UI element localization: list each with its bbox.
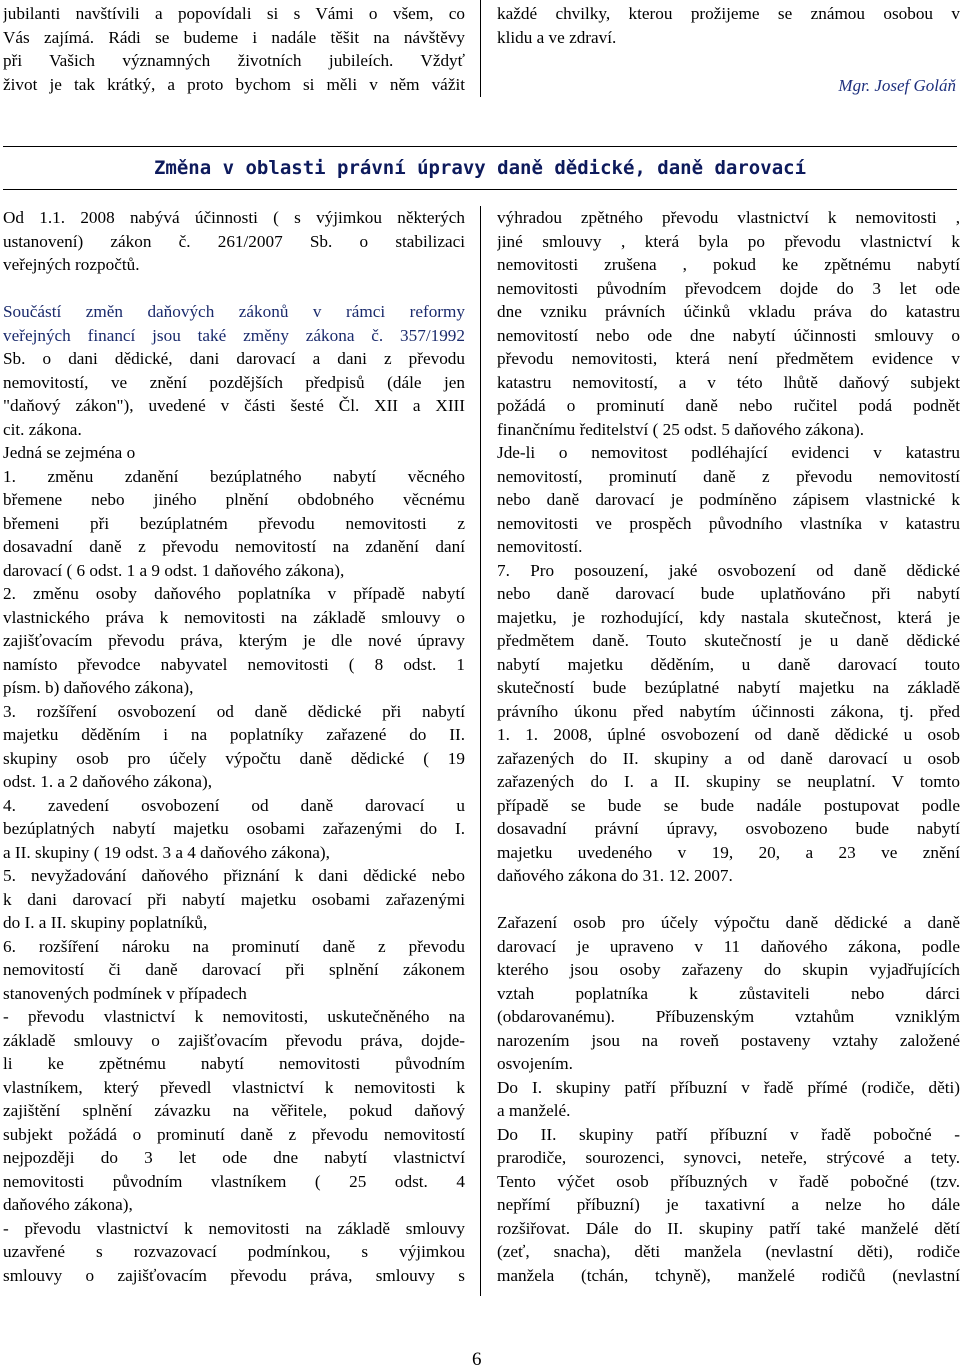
text-line: daňového zákona), <box>3 1195 133 1214</box>
text-line: nemovitostí, ve znění pozdějších předpisů (dále jen <box>3 372 465 392</box>
text-line: 6. rozšíření nároku na prominutí daně z převodu <box>3 936 465 956</box>
text-line: nemovitosti ve prospěch původního vlastníka v katastru <box>497 513 960 533</box>
text-line: nejpozději do 3 let ode dne nabytí vlastnictví <box>3 1148 465 1167</box>
text-line: dne vzniku právních účinků vkladu práva do katastru <box>497 302 960 321</box>
text-line: daňového zákona do 31. 12. 2007. <box>497 866 733 885</box>
text-line: 1. změnu zdanění bezúplatného nabytí věcného <box>3 466 465 486</box>
text-line: převodu nemovitosti, která není předmětem evidence v <box>497 349 960 368</box>
text-line: 4. zavedení osvobození od daně darovací u <box>3 795 465 815</box>
text-line: darovací ( 6 odst. 1 a 9 odst. 1 daňového zákona), <box>3 560 345 580</box>
text-line: zajištění splnění závazku na věřitele, pokud daňový <box>3 1101 465 1120</box>
text-line: bezúplatných nabytí majetku osobami zařazenými do I. <box>3 819 465 838</box>
text-line: 3. rozšíření osvobození od daně dědické při nabytí <box>3 701 465 721</box>
text-line: li ke zpětnému nabytí nemovitosti původním <box>3 1054 465 1073</box>
text-line: Zařazení osob pro účely výpočtu daně dědické a daně <box>497 913 960 932</box>
text-line: kterého jsou osoby zařazeny do skupin vyjadřujících <box>497 960 960 979</box>
text-line: veřejných financí jsou také změny zákona č. 357/1992 <box>3 325 465 345</box>
text-line: předmětem daně. Touto skutečností je u daně dědické <box>497 631 960 650</box>
text-line: klidu a ve zdraví. <box>497 27 617 47</box>
text-line: osvojením. <box>497 1054 573 1073</box>
text-line: manžela (tchán, tchyně), manželé rodičů (nevlastní <box>497 1265 960 1285</box>
text-line: smlouvy o zajišťovacím převodu práva, smlouvy s <box>3 1265 465 1285</box>
text-line: případě se bude se bude nadále postupovat podle <box>497 795 960 815</box>
text-line: výhradou zpětného převodu vlastnictví k nemovitosti , <box>497 208 960 227</box>
text-line: Součástí změn daňových zákonů v rámci reformy <box>3 302 465 321</box>
text-line: Tento výčet osob příbuzných v řadě pobočné (tzv. <box>497 1171 960 1191</box>
text-line: Do II. skupiny patří příbuzní v řadě pobočné - <box>497 1124 960 1144</box>
text-line: vlastnického práva k nemovitosti na základě smlouvy o <box>3 607 465 627</box>
text-line: nemovitostí, prominutí daně z převodu nemovitostí <box>497 466 960 486</box>
text-line: rozšiřovat. Dále do II. skupiny patří také manželé dětí <box>497 1218 960 1238</box>
text-line: vlastníkem, který převedl vlastnictví k nemovitosti k <box>3 1077 465 1097</box>
text-line: základě smlouvy o zajišťovacím převodu práva, dojde- <box>3 1030 465 1050</box>
text-line: nemovitosti zrušena , pokud ke zpětnému nabytí <box>497 255 960 274</box>
text-line: Sb. o dani dědické, dani darovací a dani z převodu <box>3 349 465 368</box>
text-line: skutečností bude bezúplatné nabytí majetku na základě <box>497 678 960 697</box>
text-line: písm. b) daňového zákona), <box>3 678 194 697</box>
text-line: jubilanti navštívili a popovídali si s Vámi o všem, co <box>3 4 465 23</box>
text-line: nemovitostí či daně darovací při splnění zákonem <box>3 960 465 979</box>
text-line: nemovitosti původním vlastníkem ( 25 odst. 4 <box>3 1171 465 1191</box>
text-line: majetku, je rozhodující, kdy nastala skutečnost, která je <box>497 607 960 627</box>
text-line: do I. a II. skupiny poplatníků, <box>3 913 208 932</box>
text-line: nemovitostí. <box>497 537 583 556</box>
paragraph-gap <box>497 888 960 912</box>
text-line: majetku děděním i na poplatníky zařazené do II. <box>3 725 465 744</box>
text-line: nemovitostí nebo ode dne nabytí účinnosti smlouvy o <box>497 325 960 345</box>
text-line: finančnímu ředitelství ( 25 odst. 5 daňového zákona). <box>497 419 865 439</box>
text-line: Jde-li o nemovitost podléhající evidenci v katastru <box>497 443 960 462</box>
text-line: břemene nebo jiného plnění obdobného věcnému <box>3 490 465 509</box>
text-line: dosavadní právní úpravy, osvobozeno bude nabytí <box>497 819 960 838</box>
text-line: stanovených podmínek v případech <box>3 983 247 1003</box>
text-line: namísto převodce nabyvatel nemovitosti ( 8 odst. 1 <box>3 654 465 674</box>
text-line: Do I. skupiny patří příbuzní v řadě přímé (rodiče, děti) <box>497 1077 960 1097</box>
text-line: odst. 1. a 2 daňového zákona), <box>3 772 213 791</box>
text-line: jiné smlouvy , která byla po převodu vlastnictví k <box>497 231 960 251</box>
text-line: břemeni při bezúplatném převodu nemovitosti z <box>3 513 465 533</box>
text-line: nepřímí příbuzní) je taxativní a nelze ho dále <box>497 1195 960 1214</box>
text-line: "daňový zákon"), uvedené v části šesté Čl. XII a XIII <box>3 396 465 415</box>
text-line: zajišťovacím převodu práva, kterým je dle nové úpravy <box>3 631 465 650</box>
text-line: zařazených do II. skupiny a od daně darovací u osob <box>497 748 960 768</box>
paragraph-gap <box>3 277 465 301</box>
text-line: 2. změnu osoby daňového poplatníka v případě nabytí <box>3 584 465 603</box>
left-column <box>3 206 465 1287</box>
text-line: cit. zákona. <box>3 419 82 439</box>
section-heading: Změna v oblasti právní úpravy daně dědické, daně darovací <box>153 157 807 179</box>
text-line: každé chvilky, kterou prožijeme se známou osobou v <box>497 4 960 23</box>
text-line: Vás zajímá. Rádi se budeme i nadále těšit na návštěvy <box>3 27 465 47</box>
text-line: požádá o prominutí daně nebo ručitel podá podnět <box>497 396 960 415</box>
text-line: ustanovení) zákon č. 261/2007 Sb. o stabilizaci <box>3 231 465 251</box>
text-line: 5. nevyžadování daňového přiznání k dani dědické nebo <box>3 866 465 885</box>
text-line: právního úkonu před nabytím účinnosti zákona, tj. před <box>497 701 960 721</box>
text-line: Jedná se zejména o <box>3 443 136 462</box>
text-line: prarodiče, sourozenci, synovci, neteře, strýcové a tety. <box>497 1148 960 1167</box>
text-line: subjekt požádá o prominutí daně z převodu nemovitostí <box>3 1124 465 1144</box>
text-line: - převodu vlastnictví k nemovitosti na základě smlouvy <box>3 1218 465 1238</box>
text-line: majetku uvedeného v 19, 20, a 23 ve znění <box>497 842 960 862</box>
text-line: - převodu vlastnictví k nemovitosti, uskutečněného na <box>3 1007 465 1026</box>
section-heading-box <box>3 146 957 190</box>
text-line: nebo daně darovací je podmíněno zápisem vlastnické k <box>497 490 960 509</box>
column-divider-body <box>480 206 481 1296</box>
text-line: nemovitosti původním převodcem dojde do 3 let ode <box>497 278 960 298</box>
text-line: narozením jsou na roveň postaveny vztahy založené <box>497 1030 960 1050</box>
text-line: 1. 1. 2008, úplné osvobození od daně dědické u osob <box>497 725 960 744</box>
text-line: život je tak krátký, a proto bychom si měli v něm vážit <box>3 74 465 94</box>
text-line: veřejných rozpočtů. <box>3 255 140 274</box>
text-line: a manželé. <box>497 1101 571 1120</box>
text-line: (zeť, snacha), děti manžela (nevlastní děti), rodiče <box>497 1242 960 1261</box>
top-left-continuation <box>3 2 465 96</box>
text-line: uzavřené s rozvazovací podmínkou, s výjimkou <box>3 1242 465 1261</box>
right-column <box>497 206 960 1287</box>
text-line: a II. skupiny ( 19 odst. 3 a 4 daňového zákona), <box>3 842 330 862</box>
column-divider-top <box>480 0 481 97</box>
text-line: zařazených do I. a II. skupiny se neuplatní. V tomto <box>497 772 960 791</box>
text-line: (obdarovanému). Příbuzenským vztahům vzniklým <box>497 1007 960 1026</box>
top-right-continuation <box>497 2 960 49</box>
text-line: skupiny osob pro účely výpočtu daně dědické ( 19 <box>3 748 465 768</box>
text-line: darovací je upraveno v 11 daňového zákona, podle <box>497 936 960 956</box>
text-line: 7. Pro posouzení, jaké osvobození od daně dědické <box>497 560 960 580</box>
text-line: k dani darovací při nabytí majetku osobami zařazenými <box>3 889 465 909</box>
author-signature: Mgr. Josef Goláň <box>838 76 956 95</box>
text-line: při Vašich významných životních jubileích. Vždyť <box>3 51 465 70</box>
text-line: dosavadní daně z převodu nemovitostí na zdanění daní <box>3 537 465 556</box>
text-line: nebo daně darovací bude uplatňováno při nabytí <box>497 584 960 603</box>
page-number: 6 <box>472 1349 482 1370</box>
text-line: Od 1.1. 2008 nabývá účinnosti ( s výjimkou některých <box>3 208 465 227</box>
text-line: vztah poplatníka k zůstaviteli nebo dárci <box>497 983 960 1003</box>
text-line: nabytí majetku děděním, u daně darovací touto <box>497 654 960 674</box>
text-line: katastru nemovitostí, a v této lhůtě daňový subjekt <box>497 372 960 392</box>
